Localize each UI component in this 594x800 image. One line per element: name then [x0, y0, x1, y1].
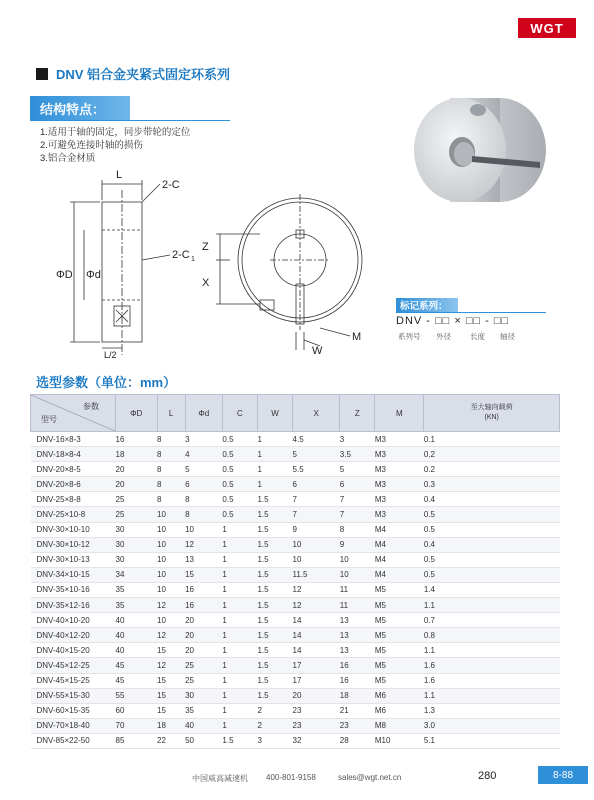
- value-cell: 22: [157, 733, 185, 748]
- value-cell: 1.5: [257, 673, 292, 688]
- model-cell: DNV-30×10-10: [31, 522, 116, 537]
- model-cell: DNV-35×12-16: [31, 598, 116, 613]
- table-row: [31, 567, 560, 582]
- value-cell: 0.1: [424, 432, 560, 447]
- value-cell: 40: [116, 613, 158, 628]
- logo-text: WGT: [530, 20, 564, 36]
- value-cell: 13: [340, 643, 375, 658]
- value-cell: M5: [375, 628, 424, 643]
- value-cell: 1: [257, 447, 292, 462]
- dim-label-OD: ΦD: [56, 269, 73, 281]
- value-cell: 10: [340, 567, 375, 582]
- column-header: M: [375, 395, 424, 432]
- value-cell: 5.5: [293, 462, 340, 477]
- model-cell: DNV-20×8-5: [31, 462, 116, 477]
- features-heading: 结构特点：: [40, 101, 106, 117]
- table-row: [31, 613, 560, 628]
- value-cell: M4: [375, 552, 424, 567]
- table-row: [31, 507, 560, 522]
- value-cell: 25: [185, 658, 222, 673]
- value-cell: 5: [185, 462, 222, 477]
- model-cell: DNV-30×10-13: [31, 552, 116, 567]
- value-cell: 0.2: [424, 447, 560, 462]
- dim-label-2c1: 2-C: [172, 249, 190, 261]
- value-cell: 0.4: [424, 492, 560, 507]
- value-cell: 2: [257, 703, 292, 718]
- value-cell: 45: [116, 658, 158, 673]
- value-cell: 1: [222, 628, 257, 643]
- table-row: [31, 582, 560, 597]
- table-row: [31, 658, 560, 673]
- value-cell: M5: [375, 673, 424, 688]
- footer-company: 中国威高减速机: [192, 774, 248, 783]
- value-cell: M10: [375, 733, 424, 748]
- value-cell: 7: [340, 507, 375, 522]
- value-cell: 23: [340, 718, 375, 733]
- value-cell: M6: [375, 688, 424, 703]
- table-row: [31, 537, 560, 552]
- dim-label-Od: Φd: [86, 269, 101, 281]
- value-cell: 1: [257, 462, 292, 477]
- diagonal-line: [31, 395, 115, 431]
- table-row: [31, 688, 560, 703]
- value-cell: 25: [116, 507, 158, 522]
- value-cell: 5.1: [424, 733, 560, 748]
- value-cell: M8: [375, 718, 424, 733]
- value-cell: 7: [340, 492, 375, 507]
- selection-table: [30, 394, 560, 749]
- value-cell: 14: [293, 613, 340, 628]
- value-cell: 1.5: [257, 552, 292, 567]
- value-cell: 35: [185, 703, 222, 718]
- value-cell: 25: [116, 492, 158, 507]
- value-cell: 30: [116, 522, 158, 537]
- table-body: [31, 432, 560, 749]
- value-cell: 8: [157, 477, 185, 492]
- value-cell: 60: [116, 703, 158, 718]
- table-row: [31, 477, 560, 492]
- value-cell: 6: [185, 477, 222, 492]
- model-cell: DNV-20×8-6: [31, 477, 116, 492]
- value-cell: 10: [157, 507, 185, 522]
- value-cell: 20: [185, 643, 222, 658]
- value-cell: 0.5: [222, 447, 257, 462]
- value-cell: 1.5: [257, 598, 292, 613]
- dim-label-L2: L/2: [104, 350, 117, 360]
- value-cell: M4: [375, 537, 424, 552]
- value-cell: 30: [185, 688, 222, 703]
- value-cell: 4.5: [293, 432, 340, 447]
- table-row: [31, 628, 560, 643]
- value-cell: 85: [116, 733, 158, 748]
- value-cell: 9: [293, 522, 340, 537]
- value-cell: 8: [157, 447, 185, 462]
- value-cell: 12: [185, 537, 222, 552]
- table-row: [31, 432, 560, 447]
- value-cell: 20: [116, 477, 158, 492]
- value-cell: 1.5: [257, 613, 292, 628]
- value-cell: 5: [293, 447, 340, 462]
- value-cell: 6: [293, 477, 340, 492]
- value-cell: 10: [157, 567, 185, 582]
- product-photo: [400, 88, 560, 208]
- header-model: 型号: [41, 415, 57, 424]
- value-cell: 23: [293, 703, 340, 718]
- model-cell: DNV-55×15-30: [31, 688, 116, 703]
- value-cell: M5: [375, 643, 424, 658]
- value-cell: 1.6: [424, 658, 560, 673]
- dim-label-Z: Z: [202, 241, 209, 253]
- value-cell: 10: [157, 552, 185, 567]
- value-cell: M3: [375, 447, 424, 462]
- model-cell: DNV-40×10-20: [31, 613, 116, 628]
- title-square-bullet: [36, 68, 48, 80]
- value-cell: M4: [375, 522, 424, 537]
- feature-item: 1.适用于轴的固定，同步带轮的定位: [40, 127, 191, 138]
- table-row: [31, 598, 560, 613]
- value-cell: 1.6: [424, 673, 560, 688]
- value-cell: M3: [375, 432, 424, 447]
- value-cell: 0.5: [424, 567, 560, 582]
- dim-label-L: L: [116, 169, 123, 181]
- value-cell: 0.7: [424, 613, 560, 628]
- value-cell: 0.3: [424, 477, 560, 492]
- value-cell: 5: [340, 462, 375, 477]
- value-cell: 10: [157, 537, 185, 552]
- value-cell: 0.5: [222, 462, 257, 477]
- value-cell: 16: [340, 658, 375, 673]
- value-cell: 18: [116, 447, 158, 462]
- value-cell: 1: [222, 537, 257, 552]
- value-cell: 1: [222, 718, 257, 733]
- value-cell: 35: [116, 598, 158, 613]
- table-row: [31, 673, 560, 688]
- value-cell: M3: [375, 462, 424, 477]
- value-cell: 1: [222, 582, 257, 597]
- value-cell: 40: [116, 643, 158, 658]
- value-cell: 40: [185, 718, 222, 733]
- value-cell: M3: [375, 477, 424, 492]
- marking-code: DNV - □□ × □□ - □□: [396, 315, 510, 327]
- value-cell: 11: [340, 582, 375, 597]
- value-cell: 16: [340, 673, 375, 688]
- value-cell: 10: [157, 522, 185, 537]
- value-cell: 1.1: [424, 643, 560, 658]
- value-cell: 3: [340, 432, 375, 447]
- value-cell: 9: [340, 537, 375, 552]
- value-cell: 18: [340, 688, 375, 703]
- value-cell: 6: [340, 477, 375, 492]
- features-underline: [30, 120, 230, 121]
- value-cell: 0.5: [424, 507, 560, 522]
- column-header: Z: [340, 395, 375, 432]
- value-cell: 3.5: [340, 447, 375, 462]
- value-cell: 8: [340, 522, 375, 537]
- value-cell: 20: [185, 628, 222, 643]
- value-cell: 15: [157, 703, 185, 718]
- value-cell: 28: [340, 733, 375, 748]
- value-cell: M5: [375, 613, 424, 628]
- value-cell: 18: [157, 718, 185, 733]
- value-cell: 8: [185, 492, 222, 507]
- table-row: [31, 718, 560, 733]
- value-cell: 17: [293, 658, 340, 673]
- value-cell: 1.4: [424, 582, 560, 597]
- value-cell: 13: [185, 552, 222, 567]
- value-cell: 1.5: [257, 628, 292, 643]
- marking-part: 长度: [470, 332, 485, 341]
- value-cell: 40: [116, 628, 158, 643]
- value-cell: 1: [222, 673, 257, 688]
- marking-part: 系列号: [398, 332, 421, 341]
- table-row: [31, 643, 560, 658]
- section-number: 8-88: [552, 769, 573, 781]
- model-cell: DNV-34×10-15: [31, 567, 116, 582]
- value-cell: 15: [157, 688, 185, 703]
- value-cell: 70: [116, 718, 158, 733]
- table-row: [31, 733, 560, 748]
- model-cell: DNV-30×10-12: [31, 537, 116, 552]
- value-cell: 1: [222, 703, 257, 718]
- value-cell: 1.5: [222, 733, 257, 748]
- dim-label-2c1-sub: 1: [191, 256, 195, 263]
- table-header-row: [31, 395, 560, 432]
- value-cell: 1: [222, 598, 257, 613]
- marking-part: 轴径: [500, 332, 515, 341]
- column-header: L: [157, 395, 185, 432]
- value-cell: 1: [222, 643, 257, 658]
- value-cell: 1.3: [424, 703, 560, 718]
- value-cell: 1.5: [257, 688, 292, 703]
- value-cell: 13: [340, 628, 375, 643]
- selection-heading: 选型参数（单位：mm）: [36, 375, 177, 390]
- table-row: [31, 522, 560, 537]
- model-cell: DNV-40×12-20: [31, 628, 116, 643]
- value-cell: 0.5: [424, 522, 560, 537]
- value-cell: M3: [375, 492, 424, 507]
- value-cell: 3.0: [424, 718, 560, 733]
- value-cell: 12: [293, 598, 340, 613]
- value-cell: 10: [293, 552, 340, 567]
- value-cell: 8: [185, 507, 222, 522]
- value-cell: 20: [116, 462, 158, 477]
- section-tab: [538, 766, 588, 784]
- value-cell: 30: [116, 552, 158, 567]
- column-header: Φd: [185, 395, 222, 432]
- value-cell: 3: [257, 733, 292, 748]
- value-cell: M3: [375, 507, 424, 522]
- value-cell: 1: [222, 613, 257, 628]
- value-cell: 1.1: [424, 688, 560, 703]
- wgt-logo: [518, 18, 576, 38]
- value-cell: 12: [157, 628, 185, 643]
- value-cell: 30: [116, 537, 158, 552]
- value-cell: M6: [375, 703, 424, 718]
- table-row: [31, 552, 560, 567]
- technical-drawing: [30, 160, 400, 360]
- dim-label-X: X: [202, 277, 210, 289]
- value-cell: 1.5: [257, 643, 292, 658]
- value-cell: 1: [222, 658, 257, 673]
- value-cell: 3: [185, 432, 222, 447]
- value-cell: 10: [157, 582, 185, 597]
- column-header: 至大轴向载荷 (KN): [424, 395, 560, 432]
- marking-banner: [396, 298, 458, 312]
- value-cell: 7: [293, 492, 340, 507]
- page-number: 280: [478, 770, 497, 782]
- marking-part: 外径: [436, 332, 451, 341]
- value-cell: 14: [293, 628, 340, 643]
- column-header: C: [222, 395, 257, 432]
- value-cell: 8: [157, 492, 185, 507]
- model-cell: DNV-16×8-3: [31, 432, 116, 447]
- value-cell: 23: [293, 718, 340, 733]
- feature-item: 2.可避免连接时轴的损伤: [40, 140, 143, 151]
- model-cell: DNV-40×15-20: [31, 643, 116, 658]
- marking-heading: 标记系列：: [400, 301, 448, 312]
- value-cell: 0.5: [424, 552, 560, 567]
- value-cell: 20: [185, 613, 222, 628]
- value-cell: 7: [293, 507, 340, 522]
- value-cell: 15: [185, 567, 222, 582]
- value-cell: 16: [185, 598, 222, 613]
- value-cell: 1.5: [257, 522, 292, 537]
- value-cell: 20: [293, 688, 340, 703]
- model-cell: DNV-85×22-50: [31, 733, 116, 748]
- value-cell: 10: [340, 552, 375, 567]
- value-cell: 1.5: [257, 507, 292, 522]
- model-cell: DNV-45×12-25: [31, 658, 116, 673]
- value-cell: 1.5: [257, 567, 292, 582]
- value-cell: 16: [116, 432, 158, 447]
- value-cell: 21: [340, 703, 375, 718]
- value-cell: 12: [293, 582, 340, 597]
- model-cell: DNV-18×8-4: [31, 447, 116, 462]
- value-cell: 1.5: [257, 582, 292, 597]
- value-cell: M5: [375, 598, 424, 613]
- model-cell: DNV-45×15-25: [31, 673, 116, 688]
- value-cell: 45: [116, 673, 158, 688]
- value-cell: 32: [293, 733, 340, 748]
- model-cell: DNV-25×8-8: [31, 492, 116, 507]
- value-cell: 0.4: [424, 537, 560, 552]
- column-header: X: [293, 395, 340, 432]
- value-cell: 13: [340, 613, 375, 628]
- dim-label-W: W: [312, 345, 323, 357]
- header-param: 参数: [83, 402, 99, 411]
- value-cell: 10: [185, 522, 222, 537]
- value-cell: 1.5: [257, 537, 292, 552]
- feature-item: 3.铝合金材质: [40, 153, 96, 164]
- value-cell: 15: [157, 643, 185, 658]
- marking-underline: [396, 312, 546, 313]
- column-header: ΦD: [116, 395, 158, 432]
- value-cell: 1.5: [257, 492, 292, 507]
- value-cell: 8: [157, 432, 185, 447]
- value-cell: 12: [157, 598, 185, 613]
- value-cell: 25: [185, 673, 222, 688]
- header-diagonal-cell: [31, 395, 116, 432]
- value-cell: 14: [293, 643, 340, 658]
- column-header: W: [257, 395, 292, 432]
- value-cell: 2: [257, 718, 292, 733]
- footer-phone: 400-801-9158: [266, 773, 316, 782]
- value-cell: 0.5: [222, 477, 257, 492]
- table-row: [31, 462, 560, 477]
- table-row: [31, 447, 560, 462]
- value-cell: 1: [222, 552, 257, 567]
- value-cell: 10: [293, 537, 340, 552]
- value-cell: M5: [375, 658, 424, 673]
- model-cell: DNV-60×15-35: [31, 703, 116, 718]
- value-cell: 8: [157, 462, 185, 477]
- value-cell: 12: [157, 658, 185, 673]
- value-cell: 11.5: [293, 567, 340, 582]
- table-row: [31, 703, 560, 718]
- value-cell: M4: [375, 567, 424, 582]
- model-cell: DNV-70×18-40: [31, 718, 116, 733]
- model-cell: DNV-35×10-16: [31, 582, 116, 597]
- value-cell: 15: [157, 673, 185, 688]
- value-cell: 0.8: [424, 628, 560, 643]
- value-cell: 0.5: [222, 507, 257, 522]
- value-cell: 0.5: [222, 492, 257, 507]
- value-cell: 1: [222, 567, 257, 582]
- dim-label-2c: 2-C: [162, 179, 180, 191]
- value-cell: 1: [222, 688, 257, 703]
- value-cell: 16: [185, 582, 222, 597]
- value-cell: 1: [257, 432, 292, 447]
- value-cell: 17: [293, 673, 340, 688]
- value-cell: 0.2: [424, 462, 560, 477]
- value-cell: 10: [157, 613, 185, 628]
- value-cell: 11: [340, 598, 375, 613]
- value-cell: 1: [257, 477, 292, 492]
- value-cell: 34: [116, 567, 158, 582]
- footer-email: sales@wgt.net.cn: [338, 773, 402, 782]
- value-cell: 35: [116, 582, 158, 597]
- value-cell: 55: [116, 688, 158, 703]
- value-cell: 1.5: [257, 658, 292, 673]
- dim-label-M: M: [352, 331, 362, 343]
- model-cell: DNV-25×10-8: [31, 507, 116, 522]
- value-cell: M5: [375, 582, 424, 597]
- features-banner: [30, 96, 130, 120]
- table-row: [31, 492, 560, 507]
- value-cell: 1: [222, 522, 257, 537]
- value-cell: 1.1: [424, 598, 560, 613]
- value-cell: 4: [185, 447, 222, 462]
- value-cell: 50: [185, 733, 222, 748]
- page-title: DNV 铝合金夹紧式固定环系列: [56, 67, 231, 82]
- value-cell: 0.5: [222, 432, 257, 447]
